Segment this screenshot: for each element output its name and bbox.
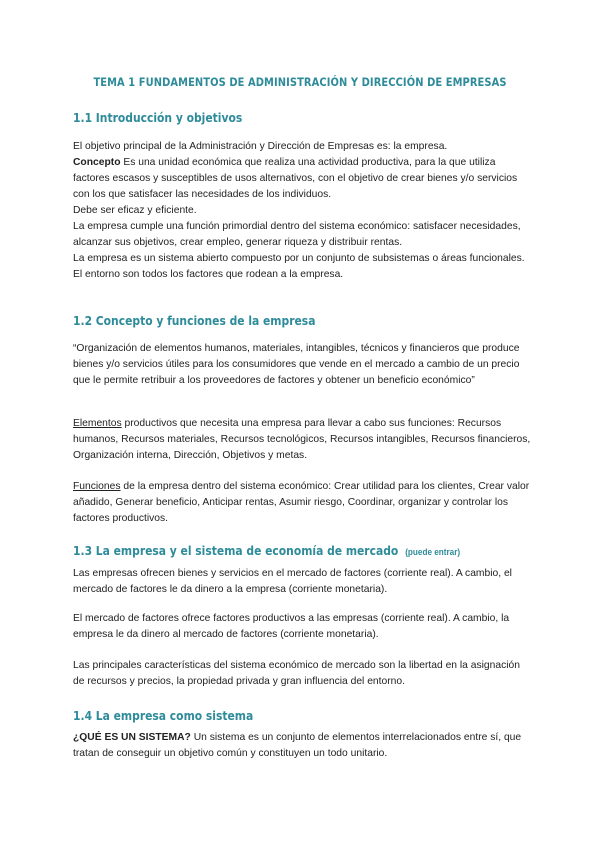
elements-term: Elementos [73,418,122,429]
efficient-line: Debe ser eficaz y eficiente. [73,205,197,216]
section-heading-1-3-text: 1.3 La empresa y el sistema de economía de mercado [73,543,399,558]
section-1-3-para-3 [73,658,533,690]
section-1-2-quote [73,341,533,389]
section-heading-1-4: 1.4 La empresa como sistema [73,708,254,723]
function-paragraph: La empresa cumple una función primordial dentro del sistema económico: satisfacer necesidades, alcanzar sus objetivos, crear empleo, generar riqueza y distribuir rentas. [73,221,521,248]
elements-text: productivos que necesita una empresa para llevar a cabo sus funciones: Recursos humanos, Recursos materiales, Recursos tecnológicos, Recursos intangibles, Recursos financieros, Organización interna, Dirección, Objetivos y metas. [73,418,531,461]
system-paragraph [73,730,533,762]
section-1-3-para-1 [73,566,533,598]
functions-text: de la empresa dentro del sistema económico: Crear utilidad para los clientes, Crear valor añadido, Generar beneficio, Anticipar rentas, Asumir riesgo, Coordinar, organizar y controlar los factores productivos. [73,481,530,524]
document-title: TEMA 1 FUNDAMENTOS DE ADMINISTRACIÓN Y DIRECCIÓN DE EMPRESAS [93,75,507,89]
open-system-paragraph: La empresa es un sistema abierto compuesto por un conjunto de subsistemas o áreas funcionales. [73,253,525,264]
intro-line: El objetivo principal de la Administración y Dirección de Empresas es: la empresa. [73,141,448,152]
system-question: ¿QUÉ ES UN SISTEMA? [73,732,191,743]
functions-paragraph [73,479,533,527]
market-paragraph-2: El mercado de factores ofrece factores productivos a las empresas (corriente real). A cambio, la empresa le da dinero al mercado de factores (corriente monetaria). [73,613,510,640]
concept-term: Concepto [73,157,121,168]
section-1-2-elements [73,416,533,464]
section-1-4-body [73,730,533,762]
concept-paragraph [73,155,533,203]
market-paragraph-3: Las principales características del sistema económico de mercado son la libertad en la asignación de recursos y precios, la propiedad privada y gran influencia del entorno. [73,660,521,687]
section-1-1-body [73,139,533,283]
concept-text: Es una unidad económica que realiza una actividad productiva, para la que utiliza factores escasos y susceptibles de usos alternativos, con el objetivo de crear bienes y/o servicios con los que satisfacer las necesidades de los individuos. [73,157,518,200]
section-heading-1-3 [73,543,460,558]
section-heading-1-2: 1.2 Concepto y funciones de la empresa [73,313,316,328]
section-note: (puede entrar) [405,547,461,558]
section-1-2-functions [73,479,533,527]
definition-quote: “Organización de elementos humanos, materiales, intangibles, técnicos y financieros que produce bienes y/o servicios útiles para los consumidores que vende en el mercado a cambio de un precio que le permite retribuir a los proveedores de factores y obtener un beneficio económico” [73,343,520,386]
elements-paragraph [73,416,533,464]
environment-line: El entorno son todos los factores que rodean a la empresa. [73,269,344,280]
system-answer: Un sistema es un conjunto de elementos interrelacionados entre sí, que tratan de conseguir un objetivo común y constituyen un todo unitario. [73,732,522,759]
section-1-3-para-2 [73,611,533,643]
functions-term: Funciones [73,481,121,492]
market-paragraph-1: Las empresas ofrecen bienes y servicios en el mercado de factores (corriente real). A cambio, el mercado de factores le da dinero a la empresa (corriente monetaria). [73,568,512,595]
section-heading-1-1: 1.1 Introducción y objetivos [73,110,243,125]
